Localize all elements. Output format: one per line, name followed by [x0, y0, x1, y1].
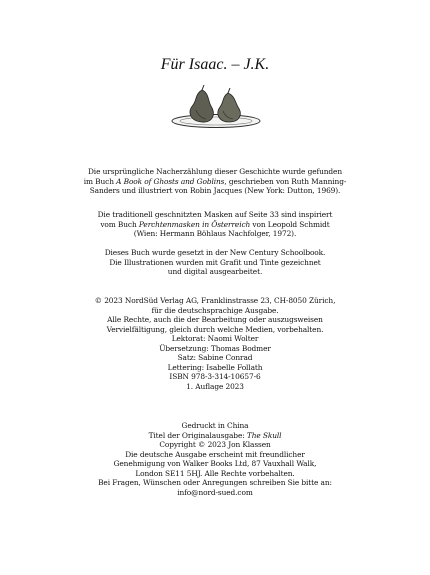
- type-line-2: Die Illustrationen wurden mit Grafit und Tinte gezeichnet: [109, 257, 321, 267]
- imprint-line: Übersetzung: Thomas Bodmer: [159, 343, 271, 353]
- masks-line-3: (Wien: Hermann Böhlaus Nachfolger, 1972).: [133, 229, 297, 238]
- original-line: London SE11 5HJ. Alle Rechte vorbehalten.: [135, 468, 295, 478]
- plate: [172, 115, 260, 128]
- imprint-block: [80, 296, 350, 391]
- masks-book-title: Perchtenmasken in Österreich: [138, 219, 251, 229]
- typography-credit: [80, 248, 350, 277]
- right-pear-stem: [228, 88, 230, 93]
- imprint-line: Satz: Sabine Conrad: [177, 353, 253, 362]
- type-line-1: Dieses Buch wurde gesetzt in der New Century Schoolbook.: [104, 248, 326, 257]
- source-line-1: Die ursprüngliche Nacherzählung dieser Geschichte wurde gefunden: [87, 167, 342, 176]
- isbn: ISBN 978-3-314-10657-6: [169, 372, 261, 381]
- pears-on-plate-illustration: [168, 84, 264, 130]
- original-line: Copyright © 2023 Jon Klassen: [159, 440, 271, 449]
- imprint-line: Lektorat: Naomi Wolter: [171, 334, 259, 343]
- source-line-3: Sanders und illustriert von Robin Jacques (New York: Dutton, 1969).: [89, 186, 341, 195]
- original-line: Bei Fragen, Wünschen oder Anregungen schreiben Sie bitte an:: [98, 478, 332, 487]
- imprint-line: Lettering: Isabelle Follath: [167, 362, 263, 372]
- imprint-line: Vervielfältigung, gleich durch welche Medien, vorbehalten.: [106, 324, 324, 334]
- printed-in: Gedruckt in China: [181, 421, 249, 430]
- masks-line-2: vom Buch Perchtenmasken in Österreich von Leopold Schmidt: [100, 219, 330, 229]
- original-edition-block: [80, 421, 350, 497]
- dedication: Für Isaac. – J.K.: [160, 56, 270, 73]
- left-pear-stem: [202, 85, 204, 90]
- masks-line-1: Die traditionell geschnitzten Masken auf Seite 33 sind inspiriert: [97, 210, 333, 219]
- original-title-line: Titel der Originalausgabe: The Skull: [148, 430, 282, 440]
- source-book-title: A Book of Ghosts and Goblins: [116, 176, 225, 186]
- masks-credit: [80, 210, 350, 239]
- source-credit: [80, 167, 350, 196]
- original-line: Genehmigung von Walker Books Ltd, 87 Vauxhall Walk,: [113, 459, 317, 468]
- original-line: Die deutsche Ausgabe erscheint mit freundlicher: [125, 449, 305, 459]
- imprint-line: © 2023 NordSüd Verlag AG, Franklinstrasse 23, CH-8050 Zürich,: [94, 296, 336, 305]
- imprint-line: für die deutschsprachige Ausgabe.: [151, 305, 279, 315]
- contact-email: info@nord-sued.com: [177, 487, 253, 497]
- edition: 1. Auflage 2023: [186, 381, 244, 391]
- type-line-3: und digital ausgearbeitet.: [167, 267, 263, 276]
- source-line-2: im Buch A Book of Ghosts and Goblins, geschrieben von Ruth Manning-: [83, 176, 347, 186]
- original-title: The Skull: [246, 430, 282, 440]
- imprint-line: Alle Rechte, auch die der Bearbeitung oder auszugsweisen: [107, 315, 323, 324]
